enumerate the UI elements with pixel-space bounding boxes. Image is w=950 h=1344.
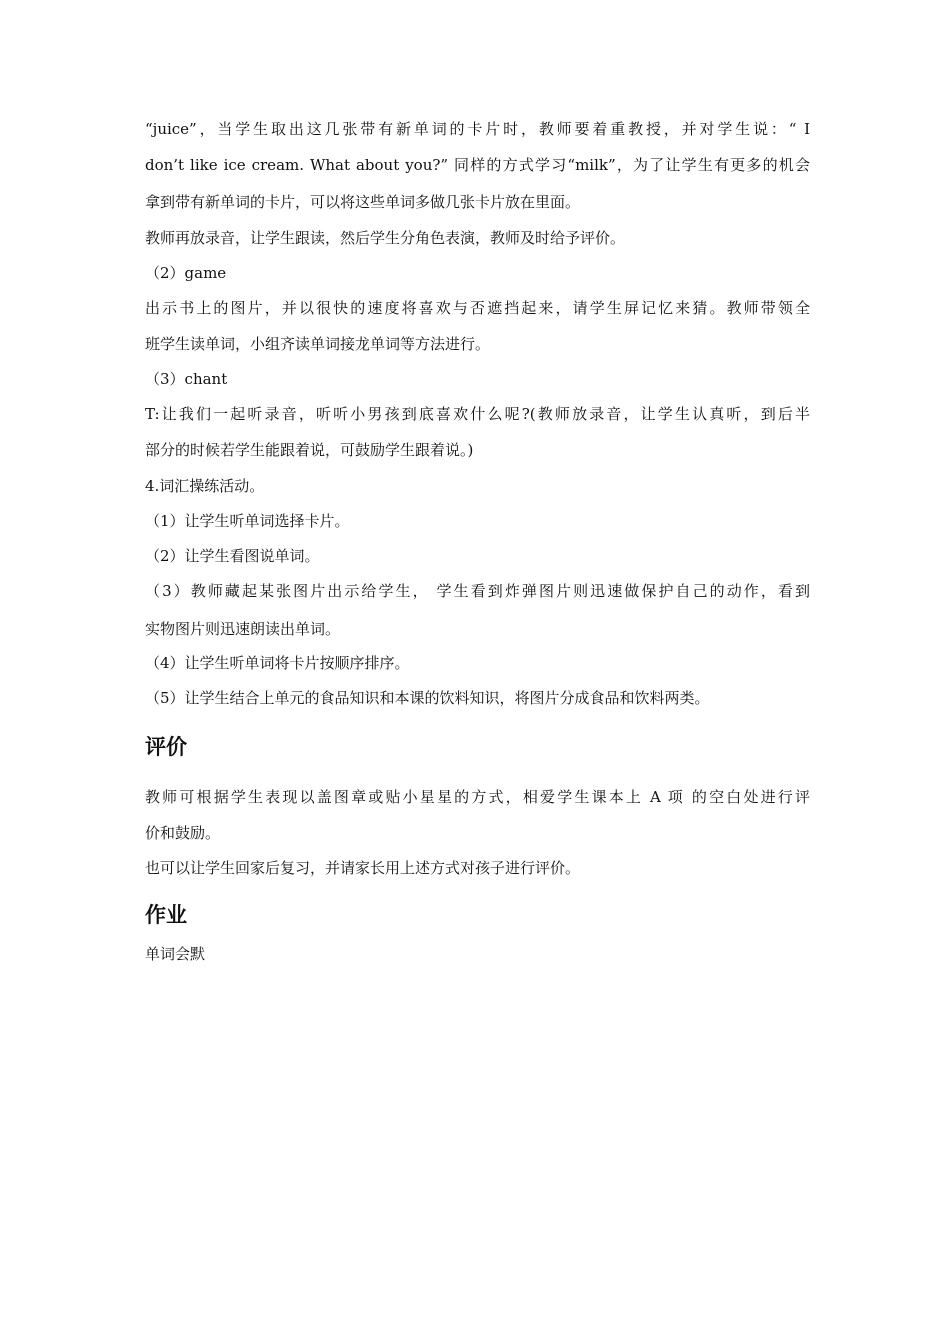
paragraph-line: 也可以让学生回家后复习，并请家长用上述方式对孩子进行评价。 xyxy=(145,859,581,877)
subheading-vocab: 4.词汇操练活动。 xyxy=(145,477,265,495)
list-item: （4）让学生听单词将卡片按顺序排序。 xyxy=(145,654,410,672)
list-item: （3）教师藏起某张图片出示给学生， 学生看到炸弹图片则迅速做保护自己的动作，看到 xyxy=(145,582,810,600)
subheading-chant: （3）chant xyxy=(145,370,228,388)
paragraph-line: 出示书上的图片，并以很快的速度将喜欢与否遮挡起来，请学生屏记忆来猜。教师带领全 xyxy=(145,299,810,317)
paragraph-line: T:让我们一起听录音，听听小男孩到底喜欢什么呢?(教师放录音，让学生认真听，到后半 xyxy=(145,405,810,423)
paragraph-line: 价和鼓励。 xyxy=(145,824,221,842)
subheading-game: （2）game xyxy=(145,264,227,282)
paragraph-line: “juice”，当学生取出这几张带有新单词的卡片时，教师要着重教授，并对学生说：“ I xyxy=(145,120,810,138)
paragraph-line: don’t like ice cream. What about you?” 同样的方式学习“milk”，为了让学生有更多的机会 xyxy=(145,156,810,174)
paragraph-line: 部分的时候若学生能跟着说，可鼓励学生跟着说。) xyxy=(145,441,474,459)
list-item: （5）让学生结合上单元的食品知识和本课的饮料知识，将图片分成食品和饮料两类。 xyxy=(145,689,710,707)
paragraph-line: 班学生读单词，小组齐读单词接龙单词等方法进行。 xyxy=(145,335,491,353)
homework-heading: 作业 xyxy=(145,903,187,927)
evaluation-heading: 评价 xyxy=(145,735,187,759)
list-item: （2）让学生看图说单词。 xyxy=(145,547,320,565)
list-item: 实物图片则迅速朗读出单词。 xyxy=(145,620,341,638)
paragraph-line: 拿到带有新单词的卡片，可以将这些单词多做几张卡片放在里面。 xyxy=(145,193,581,211)
paragraph-line: 教师再放录音，让学生跟读，然后学生分角色表演，教师及时给予评价。 xyxy=(145,229,626,247)
homework-text: 单词会默 xyxy=(145,945,206,963)
paragraph-line: 教师可根据学生表现以盖图章或贴小星星的方式，相爱学生课本上 A 项 的空白处进行评 xyxy=(145,788,810,806)
list-item: （1）让学生听单词选择卡片。 xyxy=(145,512,350,530)
